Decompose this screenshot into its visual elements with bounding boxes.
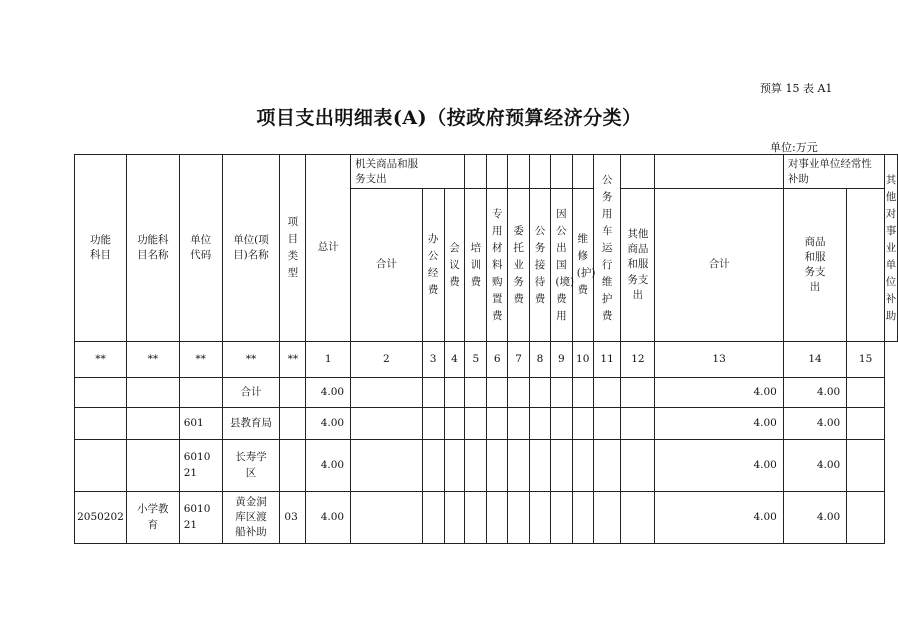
header-blank: [530, 155, 551, 189]
cell-total: 4.00: [306, 492, 351, 544]
header-group-subsidy: 对事业单位经常性补助: [783, 155, 884, 189]
cell-unit-name: 黄金洞库区渡船补助: [222, 492, 280, 544]
cell-total: 4.00: [306, 378, 351, 408]
index-cell: 7: [508, 342, 530, 378]
document-title: 项目支出明细表(A)（按政府预算经济分类）: [256, 107, 642, 129]
index-cell: 5: [465, 342, 487, 378]
index-cell: **: [280, 342, 306, 378]
index-cell: 9: [550, 342, 572, 378]
cell-type: [280, 378, 306, 408]
header-meeting: 会议费: [444, 189, 465, 342]
header-blank: [621, 155, 655, 189]
header-blank: [550, 155, 572, 189]
cell-func-code: 2050202: [75, 492, 127, 544]
cell-b-goods: 4.00: [783, 408, 846, 440]
cell-func-code: [75, 408, 127, 440]
cell-unit-code: 601021: [179, 440, 222, 492]
index-cell: 8: [530, 342, 551, 378]
cell-total: 4.00: [306, 408, 351, 440]
index-row: [75, 342, 898, 378]
cell-b-total: 4.00: [655, 378, 784, 408]
header-b-goods: 商品和服务支出: [783, 189, 846, 342]
header-blank: [655, 155, 784, 189]
cell-unit-code: 601: [179, 408, 222, 440]
header-blank: [487, 155, 508, 189]
header-total: 总计: [306, 155, 351, 342]
header-row-1: [75, 155, 898, 189]
cell-b-total: 4.00: [655, 408, 784, 440]
header-commission: 委托业务费: [508, 189, 530, 342]
table-row: [75, 408, 898, 440]
header-blank: [508, 155, 530, 189]
cell-unit-code: 601021: [179, 492, 222, 544]
cell-unit-name: 县教育局: [222, 408, 280, 440]
cell-total: 4.00: [306, 440, 351, 492]
header-b-other: 其他对事业单位补助: [885, 155, 898, 342]
header-blank: [572, 155, 593, 189]
index-cell: 2: [351, 342, 423, 378]
cell-type: [280, 408, 306, 440]
table-row: [75, 440, 898, 492]
table-row: [75, 378, 898, 408]
budget-table: [74, 154, 898, 544]
header-abroad: 因公出国(境)费用: [550, 189, 572, 342]
header-func-code: 功能科目: [75, 155, 127, 342]
index-cell: **: [222, 342, 280, 378]
header-other-goods: 其他商品和服务支出: [621, 189, 655, 342]
header-unit-code: 单位代码: [179, 155, 222, 342]
index-cell: 11: [593, 342, 621, 378]
index-cell: **: [126, 342, 179, 378]
cell-unit-name: 长寿学区: [222, 440, 280, 492]
cell-type: [280, 440, 306, 492]
table-row: [75, 492, 898, 544]
index-cell: 1: [306, 342, 351, 378]
cell-func-name: 小学教育: [126, 492, 179, 544]
header-unit-name: 单位(项目)名称: [222, 155, 280, 342]
cell-b-goods: 4.00: [783, 492, 846, 544]
cell-type: 03: [280, 492, 306, 544]
cell-func-name: [126, 440, 179, 492]
cell-unit-name: 合计: [222, 378, 280, 408]
header-project-type: 项目类型: [280, 155, 306, 342]
cell-func-code: [75, 378, 127, 408]
header-training: 培训费: [465, 189, 487, 342]
index-cell: 3: [422, 342, 444, 378]
header-materials: 专用材料购置费: [487, 189, 508, 342]
header-func-name: 功能科目名称: [126, 155, 179, 342]
index-cell: 14: [783, 342, 846, 378]
header-maintenance: 维修(护)费: [572, 189, 593, 342]
header-reception: 公务接待费: [530, 189, 551, 342]
index-cell: 6: [487, 342, 508, 378]
index-cell: 12: [621, 342, 655, 378]
index-cell: 10: [572, 342, 593, 378]
index-cell: 15: [847, 342, 885, 378]
header-blank: [465, 155, 487, 189]
index-cell: 13: [655, 342, 784, 378]
cell-func-name: [126, 378, 179, 408]
cell-b-goods: 4.00: [783, 378, 846, 408]
cell-b-total: 4.00: [655, 440, 784, 492]
cell-func-name: [126, 408, 179, 440]
unit-label: 单位:万元: [770, 141, 818, 154]
document-code: 预算 15 表 A1: [760, 82, 833, 95]
cell-b-total: 4.00: [655, 492, 784, 544]
header-group-goods-services: 机关商品和服务支出: [351, 155, 465, 189]
cell-func-code: [75, 440, 127, 492]
index-cell: **: [179, 342, 222, 378]
header-office: 办公经费: [422, 189, 444, 342]
cell-b-goods: 4.00: [783, 440, 846, 492]
header-b-total: 合计: [655, 189, 784, 342]
cell-unit-code: [179, 378, 222, 408]
header-vehicle: 公务用车运行维护费: [593, 155, 621, 342]
header-a-total: 合计: [351, 189, 423, 342]
index-cell: **: [75, 342, 127, 378]
index-cell: 4: [444, 342, 465, 378]
